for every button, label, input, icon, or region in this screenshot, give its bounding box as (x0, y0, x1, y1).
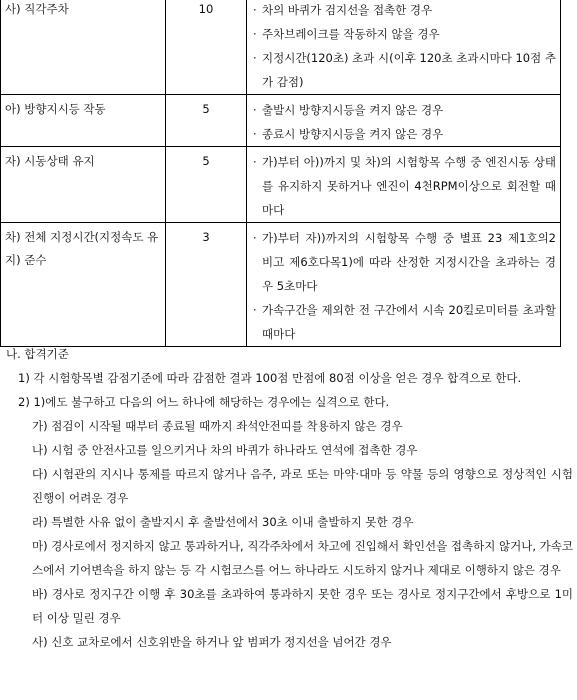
criterion-2: 2) 1)에도 불구하고 다음의 어느 하나에 해당하는 경우에는 실격으로 한다. (18, 395, 390, 409)
criteria-cell (247, 223, 561, 347)
table-row (1, 223, 561, 347)
item-cell: 차) 전체 지정시간(지정속도 유지) 준수 (1, 223, 166, 347)
criteria-item: · 종료시 방향지시등을 켜지 않은 경우 (253, 127, 444, 141)
criteria-cell (247, 95, 561, 147)
disqualify-item: 사) 신호 교차로에서 신호위반을 하거나 앞 범퍼가 정지선을 넘어간 경우 (32, 635, 392, 649)
criterion-1: 1) 각 시험항목별 감점기준에 따라 감점한 결과 100점 만점에 80점 이상을 얻은 경우 합격으로 한다. (18, 371, 522, 385)
criteria-item: · 가속구간을 제외한 전 구간에서 시속 20킬로미터를 초과할 때마다 (253, 303, 556, 341)
criteria-item: · 지정시간(120초) 초과 시(이후 120초 초과시마다 10점 추가 감점) (253, 51, 556, 89)
criteria-item: · 출발시 방향지시등을 켜지 않은 경우 (253, 103, 444, 117)
disqualify-item: 마) 경사로에서 정지하지 않고 통과하거나, 직각주차에서 차고에 진입해서 확인선을 접촉하지 않거나, 가속코스에서 기어변속을 하지 않는 등 각 시험코스를 어느 하나라도 시도하지 않거나 제대로 이행하지 않은 경우 (32, 539, 573, 577)
item-cell: 사) 직각주차 (1, 0, 166, 95)
deduction-table (0, 0, 561, 347)
criteria-cell (247, 0, 561, 95)
criteria-item: · 가)부터 자))까지의 시험항목 수행 중 별표 23 제1호의2 비고 제6호다목1)에 따라 산정한 지정시간을 초과하는 경우 5초마다 (253, 231, 556, 293)
section-heading: 나. 합격기준 (6, 347, 69, 361)
item-cell: 아) 방향지시등 작동 (1, 95, 166, 147)
table-row (1, 0, 561, 95)
criteria-item: · 주차브레이크를 작동하지 않을 경우 (253, 27, 440, 41)
pass-criteria-section (0, 342, 577, 654)
disqualify-item: 다) 시험관의 지시나 통제를 따르지 않거나 음주, 과로 또는 마약·대마 등 약물 등의 영향으로 정상적인 시험 진행이 어려운 경우 (32, 467, 573, 505)
item-cell: 자) 시동상태 유지 (1, 147, 166, 223)
points-cell: 3 (166, 223, 247, 347)
points-cell: 5 (166, 147, 247, 223)
criteria-item: · 가)부터 아))까지 및 차)의 시험항목 수행 중 엔진시동 상태를 유지하지 못하거나 엔진이 4천RPM이상으로 회전할 때마다 (253, 155, 556, 217)
disqualify-item: 라) 특별한 사유 없이 출발지시 후 출발선에서 30초 이내 출발하지 못한 경우 (32, 515, 414, 529)
disqualify-item: 나) 시험 중 안전사고를 일으키거나 차의 바퀴가 하나라도 연석에 접촉한 경우 (32, 443, 418, 457)
table-row (1, 95, 561, 147)
criteria-item: · 차의 바퀴가 검지선을 접촉한 경우 (253, 3, 433, 17)
criteria-cell (247, 147, 561, 223)
disqualify-item: 바) 경사로 정지구간 이행 후 30초를 초과하여 통과하지 못한 경우 또는 경사로 정지구간에서 후방으로 1미터 이상 밀린 경우 (32, 587, 574, 625)
table-row (1, 147, 561, 223)
points-cell: 10 (166, 0, 247, 95)
points-cell: 5 (166, 95, 247, 147)
disqualify-item: 가) 점검이 시작될 때부터 종료될 때까지 좌석안전띠를 착용하지 않은 경우 (32, 419, 403, 433)
